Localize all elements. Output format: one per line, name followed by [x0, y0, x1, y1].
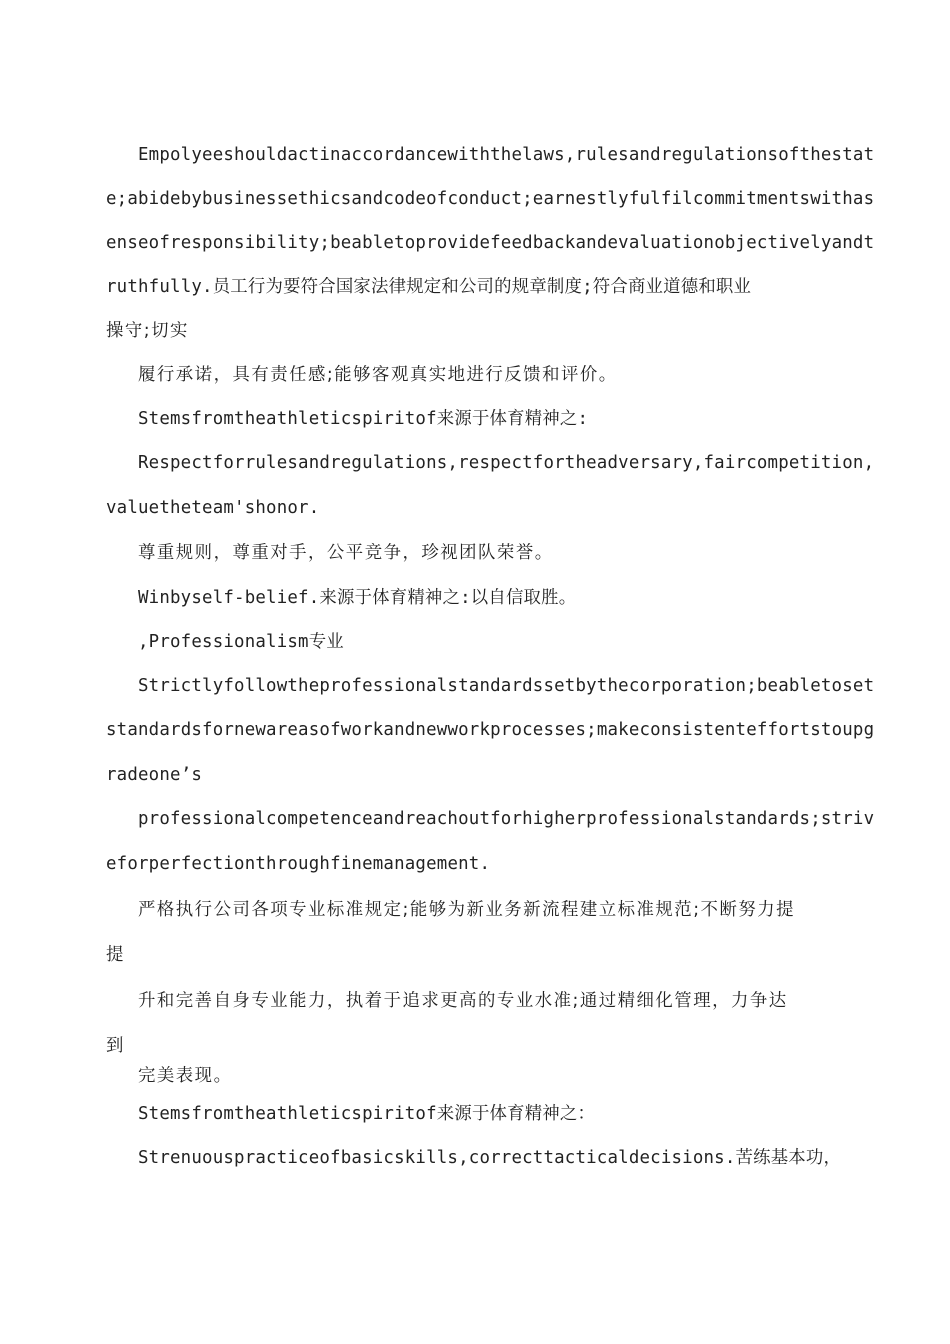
text-line: Winbyself-belief.来源于体育精神之:以自信取胜。 [138, 588, 577, 608]
text-line: ruthfully.员工行为要符合国家法律规定和公司的规章制度;符合商业道德和职业 [106, 277, 752, 297]
text-line: 完美表现。 [138, 1066, 233, 1086]
text-line: radeone’s [106, 765, 203, 785]
text-line: Strictlyfollowtheprofessionalstandardssetbythecorporation;beabletoset [138, 676, 875, 696]
text-line: enseofresponsibility;beabletoprovidefeedbackandevaluationobjectivelyandt [106, 233, 875, 253]
text-line: 到 [106, 1036, 125, 1056]
text-line: Stemsfromtheathleticspiritof来源于体育精神之： [138, 1104, 596, 1124]
text-line: e;abidebybusinessethicsandcodeofconduct;earnestlyfulfilcommitmentswithas [106, 189, 875, 209]
text-line: 履行承诺，具有责任感;能够客观真实地进行反馈和评价。 [138, 365, 618, 385]
text-line: eforperfectionthroughfinemanagement. [106, 854, 491, 874]
text-line: Empolyeeshouldactinaccordancewiththelaws,rulesandregulationsofthestat [138, 145, 875, 165]
text-line: valuetheteam'shonor. [106, 498, 320, 518]
text-line: standardsfornewareasofworkandnewworkprocesses;makeconsistenteffortstoupg [106, 720, 875, 740]
text-line: 操守;切实 [106, 321, 189, 341]
text-line: professionalcompetenceandreachoutforhigherprofessionalstandards;striv [138, 809, 875, 829]
text-line: Respectforrulesandregulations,respectfortheadversary,faircompetition, [138, 453, 875, 473]
text-line: 升和完善自身专业能力，执着于追求更高的专业水准;通过精细化管理，力争达 [138, 991, 788, 1011]
text-line: Strenuouspracticeofbasicskills,correcttacticaldecisions.苦练基本功， [138, 1148, 842, 1168]
text-line: 尊重规则，尊重对手，公平竞争，珍视团队荣誉。 [138, 543, 554, 563]
section-heading: ,Professionalism专业 [138, 632, 344, 652]
text-line: Stemsfromtheathleticspiritof来源于体育精神之: [138, 409, 589, 429]
text-line: 严格执行公司各项专业标准规定;能够为新业务新流程建立标准规范;不断努力提 [138, 900, 796, 920]
text-line: 提 [106, 945, 125, 965]
